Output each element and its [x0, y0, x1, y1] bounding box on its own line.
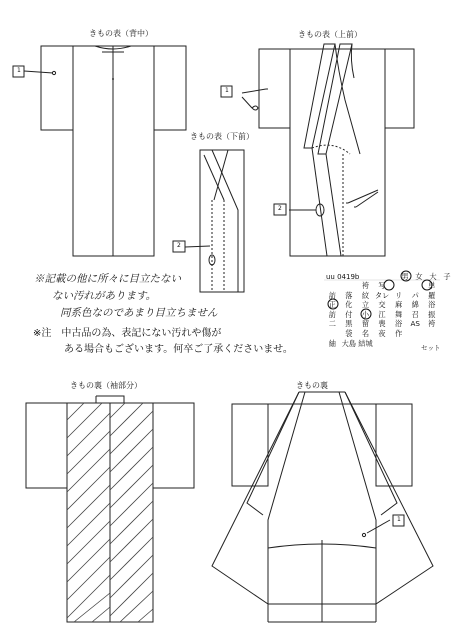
stain-marker-2-lower: 2: [177, 242, 181, 249]
handwritten-note-line-3: 同系色なのであまり目立ちません: [60, 307, 218, 319]
code-cell: 袴: [428, 319, 436, 329]
code-cell: 浴: [428, 300, 436, 310]
code-cell: 振: [428, 309, 436, 319]
code-cell: 舞: [395, 309, 403, 319]
kimono-back-diagram: [41, 46, 186, 256]
code-cell: 正: [328, 300, 336, 310]
code-row: [324, 319, 440, 329]
code-cell: 麻: [395, 300, 403, 310]
caution-note-line-1: ※注 中古品の為、表記にない汚れや傷が: [33, 328, 222, 339]
code-cell: 紋: [361, 290, 370, 300]
code-cell: 写: [378, 281, 386, 290]
class-1: 女: [415, 272, 423, 281]
code-row: [324, 291, 440, 301]
code-cell: AS: [410, 319, 420, 329]
code-row: [324, 329, 440, 339]
kimono-sleeve-lining-diagram: [26, 396, 194, 622]
lining-label: きもの裏: [296, 381, 328, 390]
code-cell: 袴: [361, 281, 370, 290]
front-upper-view-label: きもの表（上前）: [298, 30, 362, 39]
code-cell: [390, 339, 407, 349]
code-cell: パ: [411, 290, 419, 300]
code-cell: タレ: [374, 290, 390, 300]
code-cell: 小: [361, 309, 370, 319]
code-cell: 黒: [345, 319, 353, 329]
stain-marker-1-front: 1: [225, 87, 229, 94]
code-cell: [341, 281, 358, 291]
code-row: [324, 281, 440, 291]
item-code: uu 0419b: [326, 273, 360, 281]
code-cell: 落: [345, 290, 353, 300]
code-cell: 綿: [411, 300, 419, 310]
front-lower-view-label: きもの表（下前）: [190, 132, 254, 141]
class-3: 子: [443, 272, 451, 281]
kimono-lining-diagram: [212, 392, 433, 622]
code-cell: 喪: [378, 319, 386, 329]
code-row: [324, 300, 440, 310]
code-cell: 化: [345, 300, 353, 310]
stain-marker-2-front: 2: [278, 205, 282, 212]
code-cell: [324, 329, 341, 339]
code-cell: 付: [345, 309, 353, 319]
code-cell: 浴: [395, 319, 403, 329]
back-view-label: きもの表（背中）: [89, 29, 153, 38]
code-cell: 二: [328, 319, 336, 329]
code-cell: リ: [395, 290, 403, 300]
code-cell: 召: [411, 309, 419, 319]
class-2: 大: [429, 272, 437, 281]
sleeve-lining-label: きもの裏（袖部分）: [70, 381, 142, 390]
code-cell: [374, 339, 391, 349]
code-cell: 結城: [358, 338, 373, 348]
code-cell: [407, 281, 424, 291]
category-code-table: [324, 281, 440, 348]
code-cell: 留: [361, 319, 370, 329]
kimono-front-lower-diagram: [185, 150, 244, 292]
caution-note-line-2: ある場合もございます。何卒ご了承くださいませ。: [64, 344, 293, 355]
code-cell: 立: [361, 300, 370, 310]
code-cell: [390, 281, 407, 291]
stain-marker-1-lining: 1: [397, 516, 401, 523]
code-cell: 交: [378, 300, 386, 310]
code-cell: 紬: [328, 338, 336, 348]
code-cell: 単: [428, 281, 436, 290]
code-cell: [407, 329, 424, 339]
code-row: [324, 310, 440, 320]
code-cell: 大島: [341, 338, 357, 348]
handwritten-note-line-1: ※記載の他に所々に目立たない: [34, 273, 181, 285]
code-cell: 夜: [378, 328, 386, 338]
set-label: セット: [421, 344, 441, 352]
code-cell: [324, 281, 341, 291]
code-cell: 袋: [345, 328, 353, 338]
code-cell: 江: [378, 309, 386, 319]
class-0: 男: [401, 272, 409, 281]
stain-marker-1-back: 1: [17, 67, 21, 74]
code-cell: 作: [395, 328, 403, 338]
code-cell: 訪: [328, 309, 336, 319]
code-cell: [423, 329, 440, 339]
kimono-front-upper-diagram: [242, 44, 414, 256]
code-cell: 訪: [328, 290, 336, 300]
handwritten-note-line-2: ない汚れがあります。: [52, 290, 157, 302]
code-cell: 羅: [428, 290, 436, 300]
code-cell: 名: [361, 328, 370, 338]
